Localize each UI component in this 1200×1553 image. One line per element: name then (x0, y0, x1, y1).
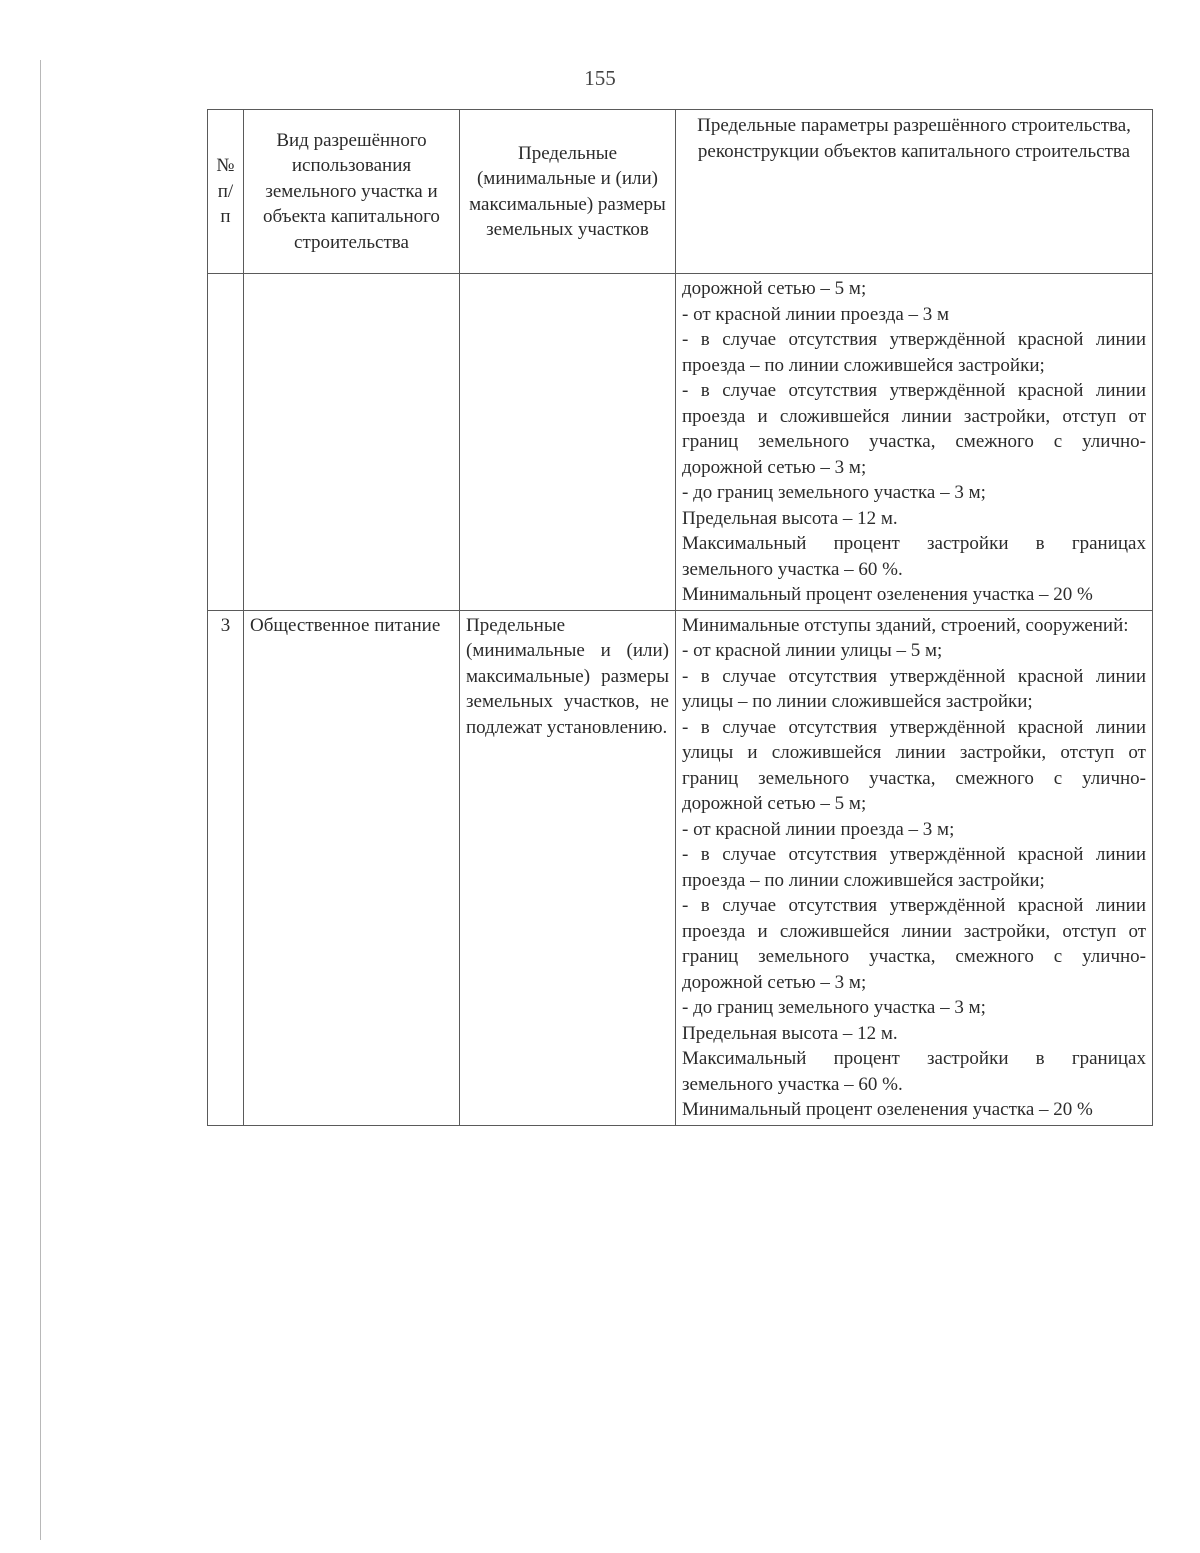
param-line: - в случае отсутствия утверждённой красной линии улицы и сложившейся линии застройки, отступ от границ земельного участка, смежного с улично-дорожной сетью – 5 м; (682, 716, 1146, 814)
param-line: Минимальные отступы зданий, строений, сооружений: (682, 614, 1129, 636)
header-build-params: Предельные параметры разрешённого строительства, реконструкции объектов капитального строительства (676, 110, 1153, 274)
param-line: - в случае отсутствия утверждённой красной линии проезда и сложившейся линии застройки, отступ от границ земельного участка, смежного с улично-дорожной сетью – 3 м; (682, 380, 1146, 478)
header-use-type: Вид разрешённого использования земельного участка и объекта капитального строительства (244, 110, 460, 274)
param-line: - в случае отсутствия утверждённой красной линии улицы – по линии сложившейся застройки; (682, 665, 1146, 712)
scan-margin-line (40, 60, 41, 1540)
param-line: Предельная высота – 12 м. (682, 507, 898, 529)
param-line: Минимальный процент озеленения участка – 20 % (682, 584, 1093, 605)
cell-num: 3 (208, 610, 244, 1125)
param-line: - в случае отсутствия утверждённой красной линии проезда – по линии сложившейся застройки; (682, 844, 1146, 891)
param-line: - от красной линии улицы – 5 м; (682, 640, 943, 661)
param-line: дорожной сетью – 5 м; (682, 278, 867, 299)
cell-num (208, 274, 244, 611)
param-line: - от красной линии проезда – 3 м (682, 303, 950, 325)
param-line: Минимальный процент озеленения участка – 20 % (682, 1099, 1093, 1120)
cell-use-type (244, 274, 460, 611)
param-line: - в случае отсутствия утверждённой красной линии проезда и сложившейся линии застройки, отступ от границ земельного участка, смежного с улично-дорожной сетью – 3 м; (682, 895, 1146, 993)
param-line: - в случае отсутствия утверждённой красной линии проезда – по линии сложившейся застройки; (682, 329, 1146, 376)
table-row-3 (208, 610, 1153, 1125)
cell-plot-size (460, 274, 676, 611)
cell-build-params (676, 610, 1153, 1125)
param-line: - до границ земельного участка – 3 м; (682, 482, 986, 503)
param-line: - до границ земельного участка – 3 м; (682, 997, 986, 1018)
param-line: Максимальный процент застройки в границах земельного участка – 60 %. (682, 533, 1146, 580)
param-line: Предельная высота – 12 м. (682, 1022, 898, 1044)
param-line: - от красной линии проезда – 3 м; (682, 818, 955, 840)
zoning-table (207, 109, 1153, 1126)
header-num: № п/п (208, 110, 244, 274)
cell-use-type: Общественное питание (244, 610, 460, 1125)
page-number: 155 (584, 66, 616, 90)
table-row-continuation (208, 274, 1153, 611)
table-header-row (208, 110, 1153, 274)
param-line: Максимальный процент застройки в границах земельного участка – 60 %. (682, 1048, 1146, 1095)
cell-plot-size: Предельные (минимальные и (или) максимальные) размеры земельных участков, не подлежат установлению. (460, 610, 676, 1125)
cell-build-params (676, 274, 1153, 611)
header-plot-size: Предельные (минимальные и (или) максимальные) размеры земельных участков (460, 110, 676, 274)
